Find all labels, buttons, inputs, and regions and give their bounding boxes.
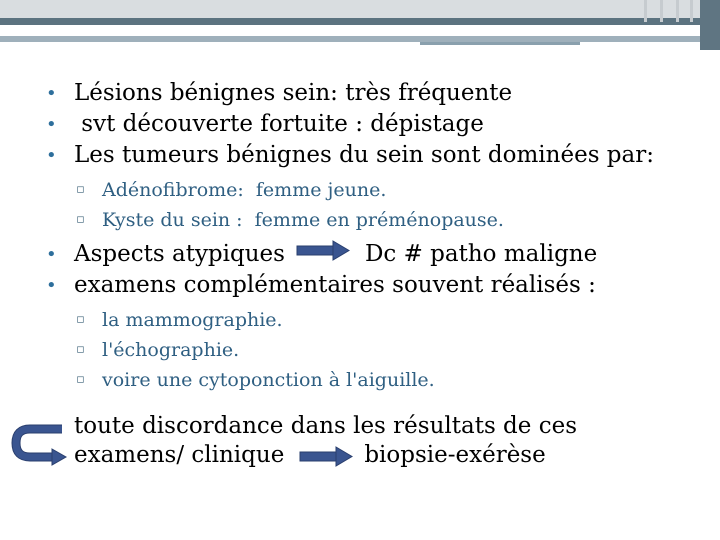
square-bullet-icon: ▫ [76,212,85,227]
sub-bullet-text: Kyste du sein : femme en préménopause. [102,209,504,231]
curved-arrow-icon [10,420,68,466]
bullet-text: svt découverte fortuite : dépistage [74,111,484,137]
conclusion-right: biopsie-exérèse [364,442,546,468]
stripe [660,0,663,22]
bullet-item [46,78,696,109]
sub-bullet-text: la mammographie. [102,309,283,331]
square-bullet-icon: ▫ [76,342,85,357]
bullet-item [46,140,696,171]
square-bullet-icon: ▫ [76,372,85,387]
stripe [690,0,693,22]
square-bullet-icon: ▫ [76,182,85,197]
sub-bullet-text: l'échographie. [102,339,240,361]
bullet-dot-icon: • [46,83,57,104]
right-arrow-icon [295,239,351,261]
stripe [644,0,647,22]
conclusion-text [74,412,577,470]
conclusion-line: toute discordance dans les résultats de ces [74,413,578,439]
header-rule-accent [420,42,580,45]
bullet-dot-icon: • [46,275,57,296]
conclusion-left: examens/ clinique [74,442,285,468]
bullet-text: examens complémentaires souvent réalisés : [74,272,596,298]
sub-bullet-item [76,175,696,205]
bullet-text: Dc # patho maligne [364,241,598,267]
header-rule [0,36,700,42]
sub-bullet-item [76,305,696,335]
bullet-text: Aspects atypiques [74,241,285,267]
bullet-dot-icon: • [46,114,57,135]
sub-bullet-item [76,205,696,235]
sub-bullet-item [76,335,696,365]
bullet-text: Les tumeurs bénignes du sein sont dominées par: [74,142,654,168]
conclusion-line [74,441,577,470]
top-decoration-band [0,18,700,25]
bullet-text: Lésions bénignes sein: très fréquente [74,80,513,106]
sub-bullet-text: voire une cytoponction à l'aiguille. [102,369,435,391]
bullet-dot-icon: • [46,244,57,265]
bullet-item [46,270,696,301]
slide-body [46,78,696,395]
stripe [676,0,679,22]
sub-bullet-item [76,365,696,395]
bullet-item [46,109,696,140]
right-arrow-icon [298,445,354,467]
bullet-dot-icon: • [46,145,57,166]
sub-bullet-text: Adénofibrome: femme jeune. [102,179,387,201]
square-bullet-icon: ▫ [76,312,85,327]
bullet-item [46,239,696,270]
top-right-block [700,0,720,50]
